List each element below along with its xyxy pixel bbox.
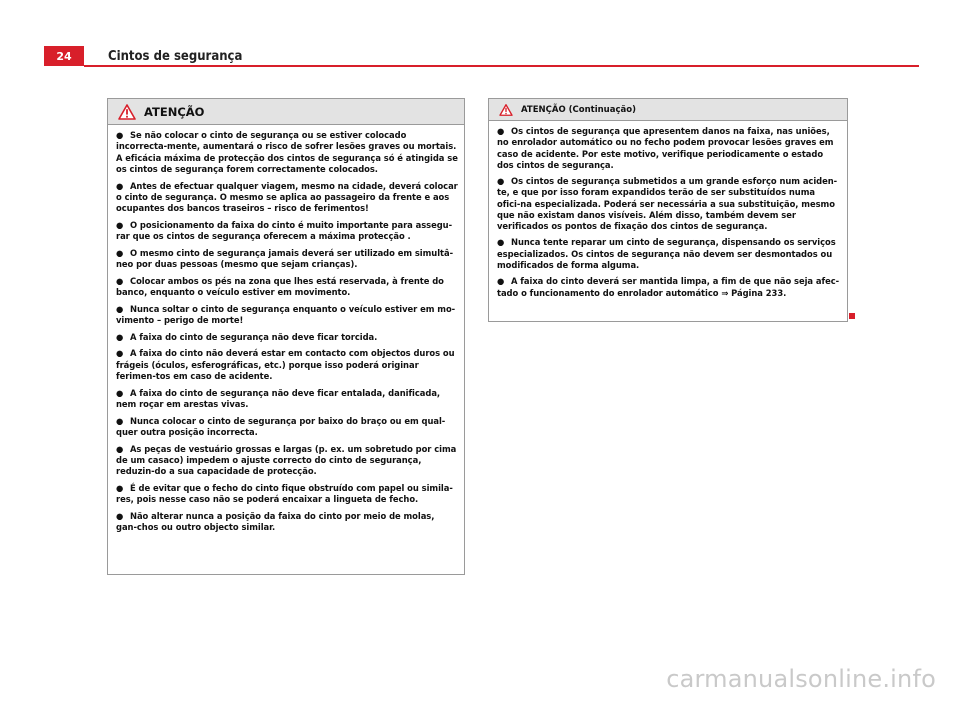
warning-item-text: Os cintos de segurança submetidos a um grande esforço num aciden-te, e que por isso foram expandidos terão de ser substituídos numa ofici-na especializada. Poderá ser necessária a sua substituição, mesmo que não existam danos visíveis. Além disso, também devem ser verificados os pontos de fixação dos cintos de segurança. — [497, 176, 838, 232]
warning-list — [108, 125, 464, 534]
warning-item — [116, 181, 458, 215]
warning-item-text: O mesmo cinto de segurança jamais deverá ser utilizado em simultâ-neo por duas pessoas (mesmo que sejam crianças). — [116, 247, 454, 270]
bullet-icon: ● — [497, 126, 505, 136]
warning-item — [116, 511, 458, 534]
warning-title: ATENÇÃO — [144, 104, 205, 119]
bullet-icon: ● — [116, 511, 124, 521]
warning-title-continued: ATENÇÃO (Continuação) — [521, 104, 636, 115]
warning-item-text: A faixa do cinto não deverá estar em contacto com objectos duros ou frágeis (óculos, esferográficas, etc.) porque isso poderá originar ferimen-tos em caso de acidente. — [116, 348, 455, 382]
bullet-icon: ● — [116, 331, 124, 342]
warning-item-text: Nunca soltar o cinto de segurança enquanto o veículo estiver em mo-vimento – perigo de morte! — [116, 303, 456, 326]
warning-item — [116, 483, 458, 506]
warning-item — [116, 130, 458, 175]
bullet-icon: ● — [116, 219, 124, 230]
warning-item — [497, 237, 841, 271]
warning-item-text: Os cintos de segurança que apresentem danos na faixa, nas uniões, no enrolador automático ou no fecho podem provocar lesões graves em caso de acidente. Por este motivo, verifique periodicamente o estado dos cintos de segurança. — [497, 126, 834, 170]
bullet-icon: ● — [116, 130, 124, 140]
warning-box-main — [107, 98, 465, 575]
bullet-icon: ● — [116, 247, 124, 258]
bullet-icon: ● — [116, 303, 124, 314]
warning-triangle-icon — [499, 104, 513, 116]
warning-box-continued — [488, 98, 848, 322]
section-end-marker — [849, 313, 855, 319]
warning-item — [116, 348, 458, 382]
bullet-icon: ● — [116, 180, 124, 191]
warning-item-text: A faixa do cinto de segurança não deve ficar torcida. — [130, 331, 378, 342]
bullet-icon: ● — [116, 443, 124, 454]
warning-item — [116, 248, 458, 271]
warning-list — [489, 121, 847, 299]
warning-item — [116, 416, 458, 439]
warning-item — [116, 276, 458, 299]
warning-item — [116, 388, 458, 411]
warning-item — [497, 126, 841, 171]
warning-item-text: A faixa do cinto de segurança não deve ficar entalada, danificada, nem roçar em arestas vivas. — [116, 387, 441, 410]
warning-item — [497, 176, 841, 232]
bullet-icon: ● — [116, 387, 124, 398]
warning-box-header — [489, 99, 847, 121]
page-number: 24 — [44, 46, 84, 66]
warning-item — [497, 276, 841, 299]
bullet-icon: ● — [497, 237, 505, 248]
warning-item-text: A faixa do cinto deverá ser mantida limpa, a fim de que não seja afec-tado o funcionamento do enrolador automático ⇒ Página 233. — [497, 276, 840, 298]
warning-triangle-icon — [118, 104, 136, 120]
warning-item-text: O posicionamento da faixa do cinto é muito importante para assegu-rar que os cintos de segurança oferecem a máxima protecção . — [116, 219, 453, 242]
warning-item-text: As peças de vestuário grossas e largas (p. ex. um sobretudo por cima de um casaco) impedem o ajuste correcto do cinto de segurança, reduzin-do a sua capacidade de protecção. — [116, 443, 457, 477]
warning-box-header — [108, 99, 464, 125]
watermark: carmanualsonline.info — [666, 665, 936, 693]
warning-item-text: Não alterar nunca a posição da faixa do cinto por meio de molas, gan-chos ou outro objecto similar. — [116, 511, 435, 533]
warning-item-text: Colocar ambos os pés na zona que lhes está reservada, à frente do banco, enquanto o veículo estiver em movimento. — [116, 275, 444, 298]
bullet-icon: ● — [116, 415, 124, 426]
bullet-icon: ● — [116, 275, 124, 286]
warning-item — [116, 304, 458, 327]
bullet-icon: ● — [497, 276, 505, 287]
bullet-icon: ● — [116, 348, 124, 359]
bullet-icon: ● — [116, 483, 124, 494]
warning-item-text: É de evitar que o fecho do cinto fique obstruído com papel ou simila-res, pois nesse caso não se poderá encaixar a lingueta de fecho. — [116, 483, 453, 505]
warning-item-text: Nunca colocar o cinto de segurança por baixo do braço ou em qual-quer outra posição incorrecta. — [116, 415, 446, 438]
bullet-icon: ● — [497, 176, 505, 187]
header-divider — [84, 65, 919, 67]
warning-item — [116, 444, 458, 478]
warning-item — [116, 220, 458, 243]
warning-item-text: Se não colocar o cinto de segurança ou se estiver colocado incorrecta-mente, aumentará o risco de sofrer lesões graves ou mortais. A eficácia máxima de protecção dos cintos de segurança só é atingida se os cintos de segurança forem correctamente colocados. — [116, 130, 458, 174]
chapter-title: Cintos de segurança — [108, 48, 243, 64]
warning-item — [116, 332, 458, 343]
warning-item-text: Nunca tente reparar um cinto de segurança, dispensando os serviços especializados. Os cintos de segurança não devem ser desmontados ou modificados de forma alguma. — [497, 237, 836, 271]
warning-item-text: Antes de efectuar qualquer viagem, mesmo na cidade, deverá colocar o cinto de segurança. O mesmo se aplica ao passageiro da frente e aos ocupantes dos bancos traseiros – risco de ferimentos! — [116, 180, 458, 214]
